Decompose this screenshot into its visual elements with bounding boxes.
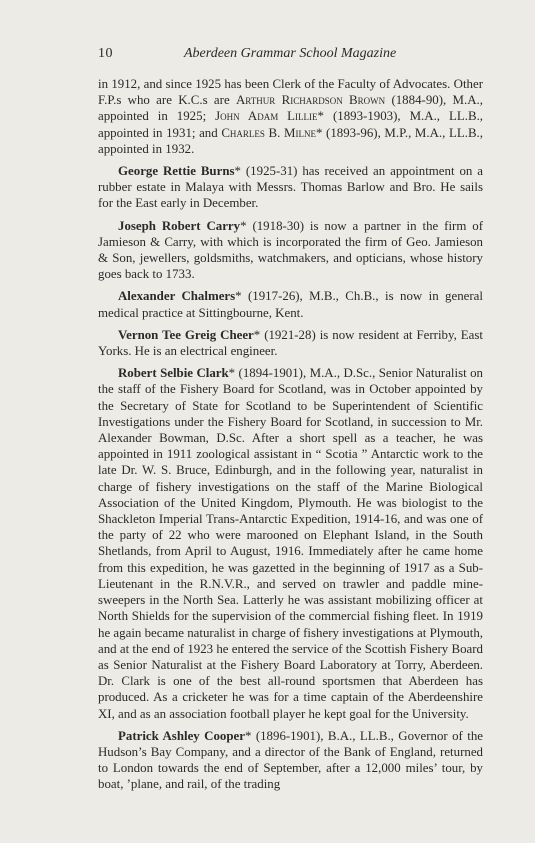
entry-paragraph xyxy=(98,365,483,721)
entry-text: * (1921-28) is now resident at Ferriby, East Yorks. He is an electrical engineer. xyxy=(98,327,483,359)
entry-paragraph xyxy=(98,163,483,212)
entry-name: Vernon Tee Greig Cheer xyxy=(118,327,254,342)
entry-paragraph xyxy=(98,327,483,359)
person-name: John Adam Lillie xyxy=(215,109,318,124)
entry-text: * (1918-30) is now a partner in the firm of Jamieson & Carry, with which is incorporated the firm of Geo. Jamieson & Son, jewellers, goldsmiths, watchmakers, and opticians, whose history goes back to 1733. xyxy=(98,218,483,282)
magazine-title: Aberdeen Grammar School Magazine xyxy=(184,46,397,61)
entry-text: * (1894-1901), M.A., D.Sc., Senior Naturalist on the staff of the Fishery Board for Scotland, was in October appointed by the Secretary of State for Scotland to be Superintendent of Scientific Investigations under the Fishery Board for Scotland, in succession to Mr. Alexander Bowman, D.Sc. After a short spell as a teacher, he was appointed in 1911 zoological assistant in “ Scotia ” Antarctic work to the late Dr. W. S. Bruce, Edinburgh, and in the following year, naturalist in charge of fishery investigations on the staff of the Marine Biological Association of the United Kingdom, Plymouth. He was biologist to the Shackleton Imperial Trans-Antarctic Expedition, 1914-16, and was one of the party of 22 who were marooned on Elephant Island, in the South Shetlands, from April to August, 1916. Immediately after he came home from this expedition, he was gazetted in the beginning of 1917 as a Sub-Lieutenant in the R.N.V.R., and served on trawler and paddle mine-sweepers in the North Sea. Latterly he was assistant mobilizing officer at North Shields for the supervision of the commercial fishing fleet. In 1919 he again became naturalist in charge of fishery investigations at Plymouth, and at the end of 1923 he entered the service of the Scottish Fishery Board as Senior Naturalist at the Fishery Board Laboratory at Torry, Aberdeen. Dr. Clark is one of the best all-round sportsmen that Aberdeen has produced. As a cricketer he was for a time captain of the Aberdeenshire XI, and as an association football player he kept goal for the University. xyxy=(98,366,483,721)
running-head xyxy=(98,46,483,62)
person-name: Arthur Richardson Brown xyxy=(236,93,386,108)
entry-name: Joseph Robert Carry xyxy=(118,218,241,233)
entry-paragraph xyxy=(98,218,483,283)
body-text xyxy=(98,76,483,793)
page-number: 10 xyxy=(98,46,113,61)
continuation-paragraph: in 1912, and since 1925 has been Clerk of the Faculty of Advocates. Other F.P.s who are K.C.s are Arthur Richardson Brown (1884-90), M.A., appointed in 1925; John Adam Lillie* (1893-1903), M.A., LL.B., appointed in 1931; and Charles B. Milne* (1893-96), M.P., M.A., LL.B., appointed in 1932. xyxy=(98,77,484,156)
entry-text: * (1896-1901), B.A., LL.B., Governor of the Hudson’s Bay Company, and a director of the Bank of England, returned to London towards the end of September, after a 12,000 miles’ tour, by boat, ’plane, and rail, of the trading xyxy=(98,728,483,792)
entry-name: Alexander Chalmers xyxy=(118,289,236,304)
entry-name: George Rettie Burns xyxy=(118,164,235,179)
person-name: Charles B. Milne xyxy=(221,125,316,140)
entry-text: * (1925-31) has received an appointment on a rubber estate in Malaya with Messrs. Thomas Barlow and Bro. He sails for the East early in December. xyxy=(98,164,483,211)
entry-paragraph xyxy=(98,728,483,793)
entry-paragraph xyxy=(98,288,483,320)
entry-name: Patrick Ashley Cooper xyxy=(118,728,245,743)
entry-name: Robert Selbie Clark xyxy=(118,366,229,381)
entry-text: * (1917-26), M.B., Ch.B., is now in general medical practice at Sittingbourne, Kent. xyxy=(98,289,483,320)
